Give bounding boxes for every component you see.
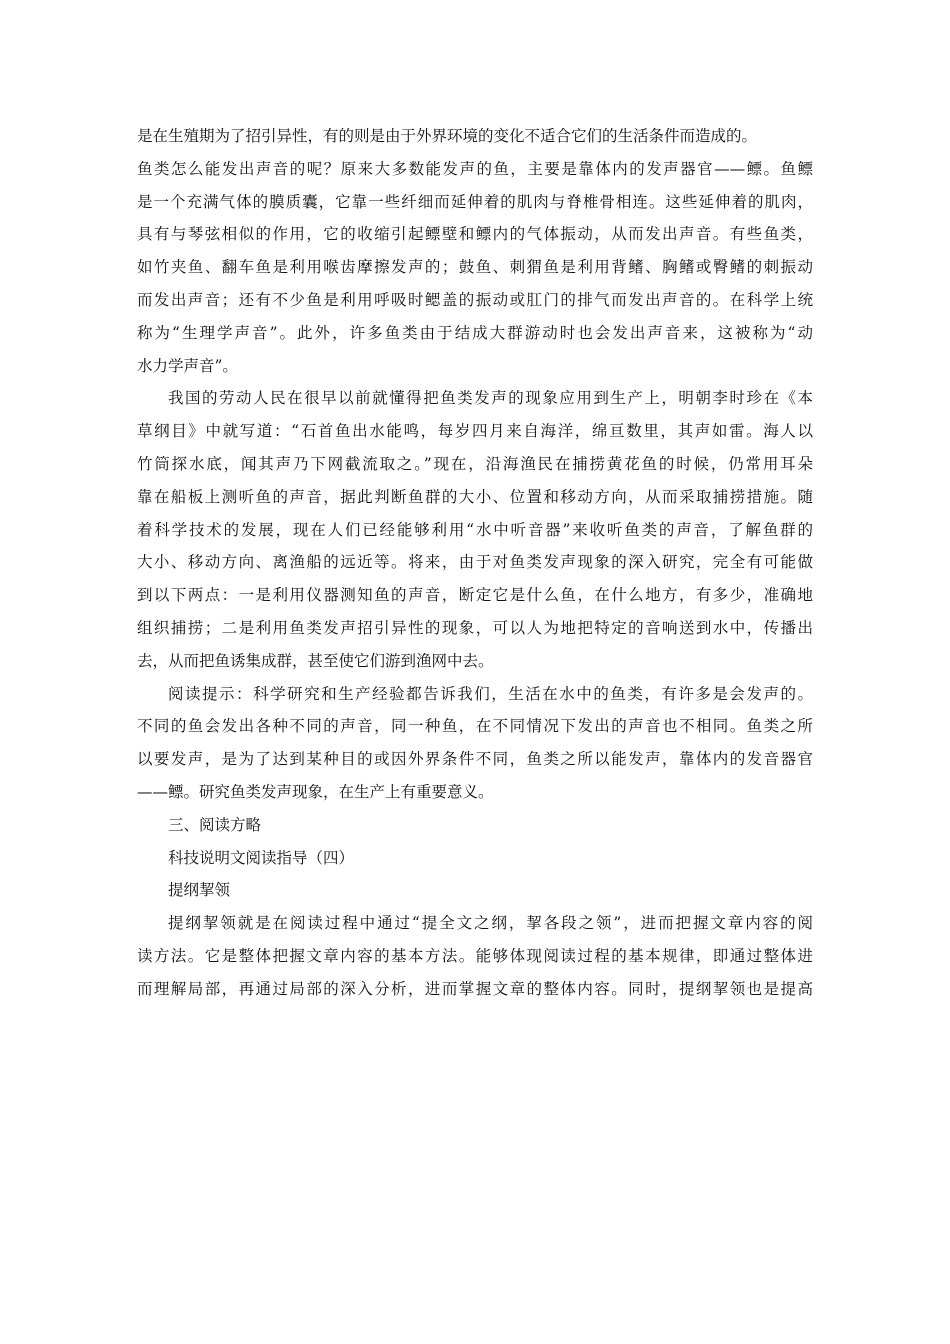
paragraph-first-line: 提纲挈领就是在阅读过程中通过“提全文之纲，挈各段之领”，进而把握文章内容的阅 <box>168 914 813 933</box>
paragraph-first-line: 我国的劳动人民在很早以前就懂得把鱼类发声的现象应用到生产上，明朝李时珍在《本 <box>168 389 813 408</box>
text-line: 水力学声音”。 <box>137 356 238 375</box>
topic-heading: 提纲挈领 <box>168 881 231 900</box>
document-page <box>137 120 813 1006</box>
paragraph-first-line: 阅读提示：科学研究和生产经验都告诉我们，生活在水中的鱼类，有许多是会发声的。 <box>168 684 813 703</box>
text-line: 组织捕捞；二是利用鱼类发声招引异性的现象，可以人为地把特定的音响送到水中，传播出 <box>137 618 813 637</box>
text-line: ——鳔。研究鱼类发声现象，在生产上有重要意义。 <box>137 782 494 801</box>
text-line: 以要发声，是为了达到某种目的或因外界条件不同，鱼类之所以能发声，靠体内的发音器官 <box>137 750 813 769</box>
text-line: 竹筒探水底，闻其声乃下网截流取之。”现在，沿海渔民在捕捞黄花鱼的时候，仍常用耳朵 <box>137 454 813 473</box>
text-line: 而理解局部，再通过局部的深入分析，进而掌握文章的整体内容。同时，提纲挈领也是提高 <box>137 979 813 998</box>
subsection-heading: 科技说明文阅读指导（四） <box>168 848 355 867</box>
text-line: 是在生殖期为了招引异性，有的则是由于外界环境的变化不适合它们的生活条件而造成的。 <box>137 127 758 145</box>
text-line: 靠在船板上测听鱼的声音，据此判断鱼群的大小、位置和移动方向，从而采取捕捞措施。随 <box>137 487 813 506</box>
text-line: 不同的鱼会发出各种不同的声音，同一种鱼，在不同情况下发出的声音也不相同。鱼类之所 <box>137 717 813 736</box>
text-line: 是一个充满气体的膜质囊，它靠一些纤细而延伸着的肌肉与脊椎骨相连。这些延伸着的肌肉， <box>137 192 813 211</box>
text-line: 如竹夹鱼、翻车鱼是利用喉齿摩擦发声的；鼓鱼、刺猬鱼是利用背鳍、胸鳍或臀鳍的刺振动 <box>137 258 813 277</box>
text-line: 大小、移动方向、离渔船的远近等。将来，由于对鱼类发声现象的深入研究，完全有可能做 <box>137 553 813 572</box>
text-line: 而发出声音；还有不少鱼是利用呼吸时鳃盖的振动或肛门的排气而发出声音的。在科学上统 <box>137 290 813 309</box>
text-line: 去，从而把鱼诱集成群，甚至使它们游到渔网中去。 <box>137 651 494 670</box>
text-line: 鱼类怎么能发出声音的呢？原来大多数能发声的鱼，主要是靠体内的发声器官——鳔。鱼鳔 <box>137 159 813 178</box>
section-heading: 三、阅读方略 <box>168 815 262 834</box>
text-line: 称为“生理学声音”。此外，许多鱼类由于结成大群游动时也会发出声音来，这被称为“动 <box>137 323 813 342</box>
text-line: 草纲目》中就写道：“石首鱼出水能鸣，每岁四月来自海洋，绵亘数里，其声如雷。海人以 <box>137 422 813 441</box>
text-line: 着科学技术的发展，现在人们已经能够利用“水中听音器”来收听鱼类的声音，了解鱼群的 <box>137 520 813 539</box>
text-line: 具有与琴弦相似的作用，它的收缩引起鳔壁和鳔内的气体振动，从而发出声音。有些鱼类， <box>137 225 813 244</box>
text-line: 读方法。它是整体把握文章内容的基本方法。能够体现阅读过程的基本规律，即通过整体进 <box>137 946 813 965</box>
text-line: 到以下两点：一是利用仪器测知鱼的声音，断定它是什么鱼，在什么地方，有多少，准确地 <box>137 586 813 605</box>
